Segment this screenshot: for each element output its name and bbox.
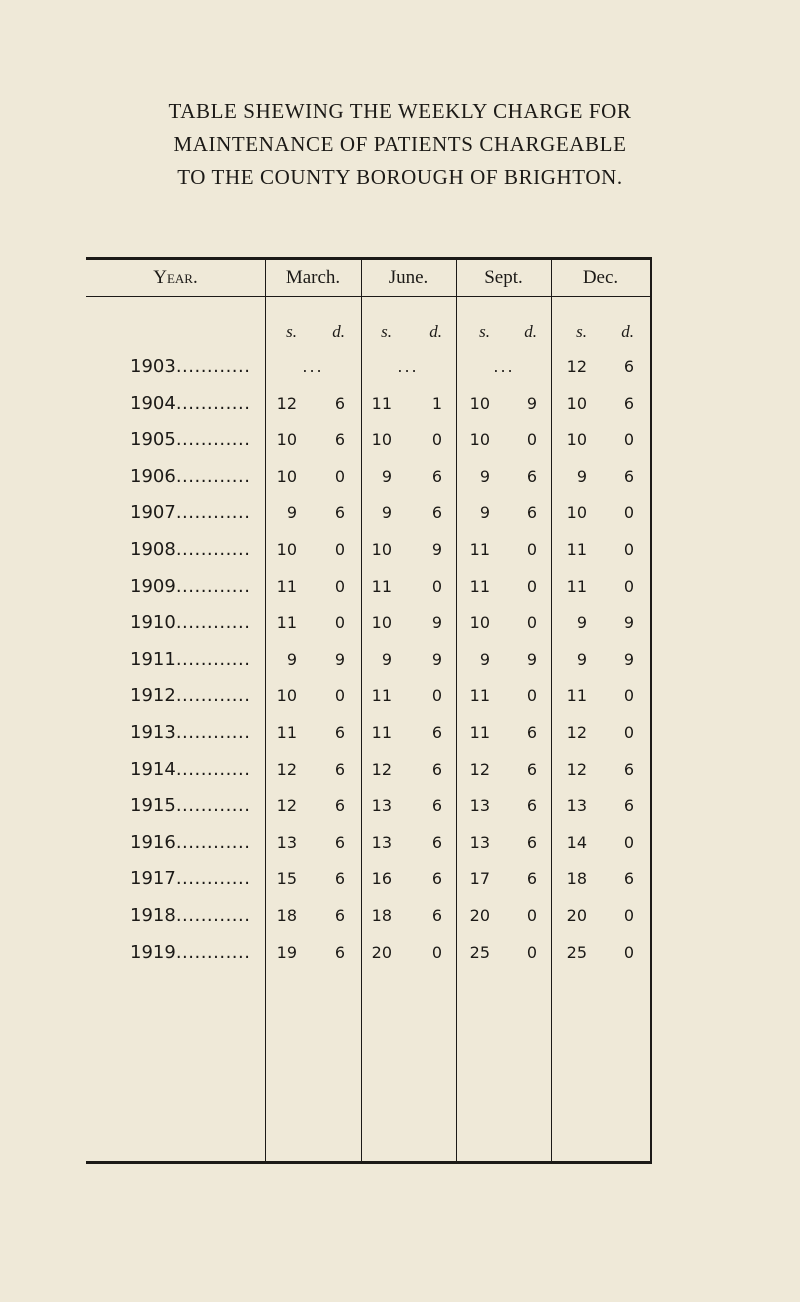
- year-cell: [130, 539, 250, 560]
- year-leader: ............: [175, 539, 251, 560]
- table-row: [0, 722, 800, 752]
- dec-shillings: 25: [566, 943, 587, 962]
- dec-pence: 6: [623, 394, 634, 413]
- year-leader: ............: [175, 612, 251, 633]
- header-june: June.: [388, 267, 429, 288]
- year-cell: [130, 649, 250, 670]
- dec-pence: 6: [623, 760, 634, 779]
- march-pence: 9: [334, 650, 345, 669]
- unit-june-d: d.: [429, 322, 442, 341]
- dec-shillings: 11: [566, 540, 587, 559]
- june-pence: 6: [431, 503, 442, 522]
- year-leader: ............: [175, 722, 251, 743]
- year-leader: ............: [175, 795, 251, 816]
- year-value: 1916: [130, 832, 176, 853]
- sept-pence: 9: [526, 394, 537, 413]
- table-row: [0, 429, 800, 459]
- sept-shillings: 10: [469, 613, 490, 632]
- year-value: 1909: [130, 576, 176, 597]
- dec-pence: 9: [623, 650, 634, 669]
- dec-shillings: 12: [566, 723, 587, 742]
- sept-shillings: 12: [469, 760, 490, 779]
- dec-pence: 0: [623, 540, 634, 559]
- june-pence: 6: [431, 869, 442, 888]
- dec-pence: 0: [623, 577, 634, 596]
- table-row: [0, 576, 800, 606]
- year-leader: ............: [175, 429, 251, 450]
- unit-sept-d: d.: [524, 322, 537, 341]
- sept-pence: 6: [526, 760, 537, 779]
- sept-shillings: 13: [469, 796, 490, 815]
- march-shillings: 11: [276, 613, 297, 632]
- dec-pence: 0: [623, 686, 634, 705]
- unit-march-d: d.: [332, 322, 345, 341]
- year-value: 1906: [130, 466, 176, 487]
- year-cell: [130, 905, 250, 926]
- sept-shillings: 25: [469, 943, 490, 962]
- dec-pence: 0: [623, 943, 634, 962]
- header-year: Year.: [153, 267, 198, 288]
- dec-shillings: 12: [566, 760, 587, 779]
- march-pence: 6: [334, 833, 345, 852]
- table-row: [0, 393, 800, 423]
- dec-shillings: 20: [566, 906, 587, 925]
- june-pence: 6: [431, 723, 442, 742]
- march-pence: 6: [334, 760, 345, 779]
- year-value: 1903: [130, 356, 176, 377]
- sept-shillings: 9: [479, 650, 490, 669]
- dec-shillings: 11: [566, 686, 587, 705]
- june-pence: 0: [431, 577, 442, 596]
- march-pence: 6: [334, 503, 345, 522]
- year-leader: ............: [175, 466, 251, 487]
- sept-pence: 0: [526, 540, 537, 559]
- table-row: [0, 466, 800, 496]
- dec-pence: 6: [623, 796, 634, 815]
- sept-shillings: 17: [469, 869, 490, 888]
- june-shillings: 11: [371, 577, 392, 596]
- table-row: [0, 685, 800, 715]
- march-pence: 0: [334, 686, 345, 705]
- year-cell: [130, 466, 250, 487]
- dec-shillings: 13: [566, 796, 587, 815]
- header-sept: Sept.: [484, 267, 523, 288]
- year-leader: ............: [175, 649, 251, 670]
- unit-dec-d: d.: [621, 322, 634, 341]
- table-row: [0, 356, 800, 386]
- dec-pence: 6: [623, 467, 634, 486]
- year-cell: [130, 942, 250, 963]
- year-cell: [130, 759, 250, 780]
- march-shillings: 10: [276, 686, 297, 705]
- sept-shillings: 11: [469, 686, 490, 705]
- sept-shillings: 11: [469, 723, 490, 742]
- march-shillings: 9: [286, 503, 297, 522]
- dec-pence: 0: [623, 833, 634, 852]
- june-shillings: 10: [371, 540, 392, 559]
- march-pence: 0: [334, 577, 345, 596]
- year-cell: [130, 576, 250, 597]
- march-shillings: 12: [276, 394, 297, 413]
- june-shillings: 13: [371, 796, 392, 815]
- dec-shillings: 10: [566, 430, 587, 449]
- year-value: 1911: [130, 649, 176, 670]
- dec-shillings: 10: [566, 394, 587, 413]
- table-row: [0, 832, 800, 862]
- sept-shillings: 10: [469, 394, 490, 413]
- sept-shillings: 10: [469, 430, 490, 449]
- year-value: 1915: [130, 795, 176, 816]
- june-shillings: 12: [371, 760, 392, 779]
- june-shillings: 11: [371, 394, 392, 413]
- sept-shillings: 11: [469, 540, 490, 559]
- march-shillings: 19: [276, 943, 297, 962]
- march-shillings: 10: [276, 430, 297, 449]
- sept-pence: 0: [526, 430, 537, 449]
- year-leader: ............: [175, 868, 251, 889]
- year-value: 1907: [130, 502, 176, 523]
- year-leader: ............: [175, 356, 251, 377]
- dec-pence: 0: [623, 503, 634, 522]
- empty-cell-sept: ...: [493, 357, 515, 376]
- year-value: 1918: [130, 905, 176, 926]
- table-row: [0, 612, 800, 642]
- year-value: 1919: [130, 942, 176, 963]
- june-pence: 6: [431, 760, 442, 779]
- sept-pence: 0: [526, 906, 537, 925]
- sept-shillings: 9: [479, 467, 490, 486]
- june-shillings: 9: [381, 503, 392, 522]
- march-shillings: 18: [276, 906, 297, 925]
- sept-pence: 6: [526, 869, 537, 888]
- year-leader: ............: [175, 759, 251, 780]
- title-line-3: TO THE COUNTY BOROUGH OF BRIGHTON.: [177, 165, 623, 189]
- sept-shillings: 9: [479, 503, 490, 522]
- year-leader: ............: [175, 832, 251, 853]
- year-value: 1917: [130, 868, 176, 889]
- table-row: [0, 942, 800, 972]
- march-pence: 6: [334, 943, 345, 962]
- dec-shillings: 9: [576, 613, 587, 632]
- year-leader: ............: [175, 502, 251, 523]
- year-cell: [130, 356, 250, 377]
- year-leader: ............: [175, 393, 251, 414]
- dec-shillings: 18: [566, 869, 587, 888]
- june-pence: 9: [431, 613, 442, 632]
- empty-cell-june: ...: [397, 357, 419, 376]
- june-shillings: 10: [371, 430, 392, 449]
- year-cell: [130, 502, 250, 523]
- header-dec: Dec.: [582, 267, 619, 288]
- sept-pence: 6: [526, 833, 537, 852]
- sept-shillings: 11: [469, 577, 490, 596]
- table-row: [0, 905, 800, 935]
- june-shillings: 11: [371, 723, 392, 742]
- june-pence: 0: [431, 943, 442, 962]
- march-pence: 0: [334, 540, 345, 559]
- year-cell: [130, 429, 250, 450]
- june-shillings: 13: [371, 833, 392, 852]
- march-pence: 6: [334, 394, 345, 413]
- march-shillings: 15: [276, 869, 297, 888]
- march-pence: 0: [334, 613, 345, 632]
- june-shillings: 11: [371, 686, 392, 705]
- year-cell: [130, 685, 250, 706]
- sept-shillings: 13: [469, 833, 490, 852]
- march-shillings: 10: [276, 467, 297, 486]
- march-pence: 6: [334, 869, 345, 888]
- june-pence: 6: [431, 906, 442, 925]
- year-cell: [130, 722, 250, 743]
- dec-pence: 0: [623, 723, 634, 742]
- june-pence: 6: [431, 467, 442, 486]
- year-value: 1910: [130, 612, 176, 633]
- june-shillings: 16: [371, 869, 392, 888]
- table-row: [0, 795, 800, 825]
- year-value: 1913: [130, 722, 176, 743]
- unit-march-s: s.: [286, 322, 297, 341]
- march-shillings: 10: [276, 540, 297, 559]
- page-title: [0, 95, 800, 194]
- year-cell: [130, 832, 250, 853]
- sept-pence: 6: [526, 503, 537, 522]
- june-shillings: 9: [381, 650, 392, 669]
- march-shillings: 9: [286, 650, 297, 669]
- bottom-rule: [86, 1161, 652, 1164]
- dec-pence: 6: [623, 869, 634, 888]
- march-pence: 6: [334, 430, 345, 449]
- table-row: [0, 868, 800, 898]
- march-shillings: 12: [276, 760, 297, 779]
- sept-pence: 0: [526, 943, 537, 962]
- year-leader: ............: [175, 905, 251, 926]
- year-value: 1908: [130, 539, 176, 560]
- dec-shillings: 9: [576, 650, 587, 669]
- dec-pence: 9: [623, 613, 634, 632]
- march-shillings: 11: [276, 577, 297, 596]
- unit-june-s: s.: [381, 322, 392, 341]
- year-cell: [130, 612, 250, 633]
- title-line-2: MAINTENANCE OF PATIENTS CHARGEABLE: [173, 132, 627, 156]
- year-value: 1914: [130, 759, 176, 780]
- table-row: [0, 649, 800, 679]
- dec-shillings: 12: [566, 357, 587, 376]
- year-value: 1912: [130, 685, 176, 706]
- table-row: [0, 502, 800, 532]
- dec-shillings: 11: [566, 577, 587, 596]
- year-leader: ............: [175, 576, 251, 597]
- sept-pence: 0: [526, 577, 537, 596]
- year-cell: [130, 868, 250, 889]
- sept-pence: 6: [526, 723, 537, 742]
- june-shillings: 20: [371, 943, 392, 962]
- sept-pence: 9: [526, 650, 537, 669]
- year-cell: [130, 393, 250, 414]
- sept-shillings: 20: [469, 906, 490, 925]
- june-shillings: 9: [381, 467, 392, 486]
- dec-pence: 0: [623, 906, 634, 925]
- unit-dec-s: s.: [576, 322, 587, 341]
- dec-pence: 0: [623, 430, 634, 449]
- march-pence: 0: [334, 467, 345, 486]
- table-row: [0, 539, 800, 569]
- sept-pence: 0: [526, 613, 537, 632]
- march-shillings: 13: [276, 833, 297, 852]
- header-rule: [86, 296, 652, 297]
- dec-pence: 6: [623, 357, 634, 376]
- june-pence: 1: [431, 394, 442, 413]
- june-pence: 6: [431, 833, 442, 852]
- march-pence: 6: [334, 796, 345, 815]
- june-shillings: 18: [371, 906, 392, 925]
- june-pence: 0: [431, 686, 442, 705]
- march-pence: 6: [334, 723, 345, 742]
- unit-sept-s: s.: [479, 322, 490, 341]
- title-line-1: TABLE SHEWING THE WEEKLY CHARGE FOR: [168, 99, 632, 123]
- dec-shillings: 14: [566, 833, 587, 852]
- dec-shillings: 9: [576, 467, 587, 486]
- june-shillings: 10: [371, 613, 392, 632]
- march-shillings: 12: [276, 796, 297, 815]
- march-shillings: 11: [276, 723, 297, 742]
- empty-cell-march: ...: [302, 357, 324, 376]
- year-value: 1905: [130, 429, 176, 450]
- sept-pence: 6: [526, 467, 537, 486]
- sept-pence: 0: [526, 686, 537, 705]
- year-leader: ............: [175, 685, 251, 706]
- header-march: March.: [285, 267, 341, 288]
- june-pence: 9: [431, 540, 442, 559]
- sept-pence: 6: [526, 796, 537, 815]
- june-pence: 6: [431, 796, 442, 815]
- year-value: 1904: [130, 393, 176, 414]
- year-cell: [130, 795, 250, 816]
- march-pence: 6: [334, 906, 345, 925]
- dec-shillings: 10: [566, 503, 587, 522]
- year-leader: ............: [175, 942, 251, 963]
- table-row: [0, 759, 800, 789]
- june-pence: 9: [431, 650, 442, 669]
- june-pence: 0: [431, 430, 442, 449]
